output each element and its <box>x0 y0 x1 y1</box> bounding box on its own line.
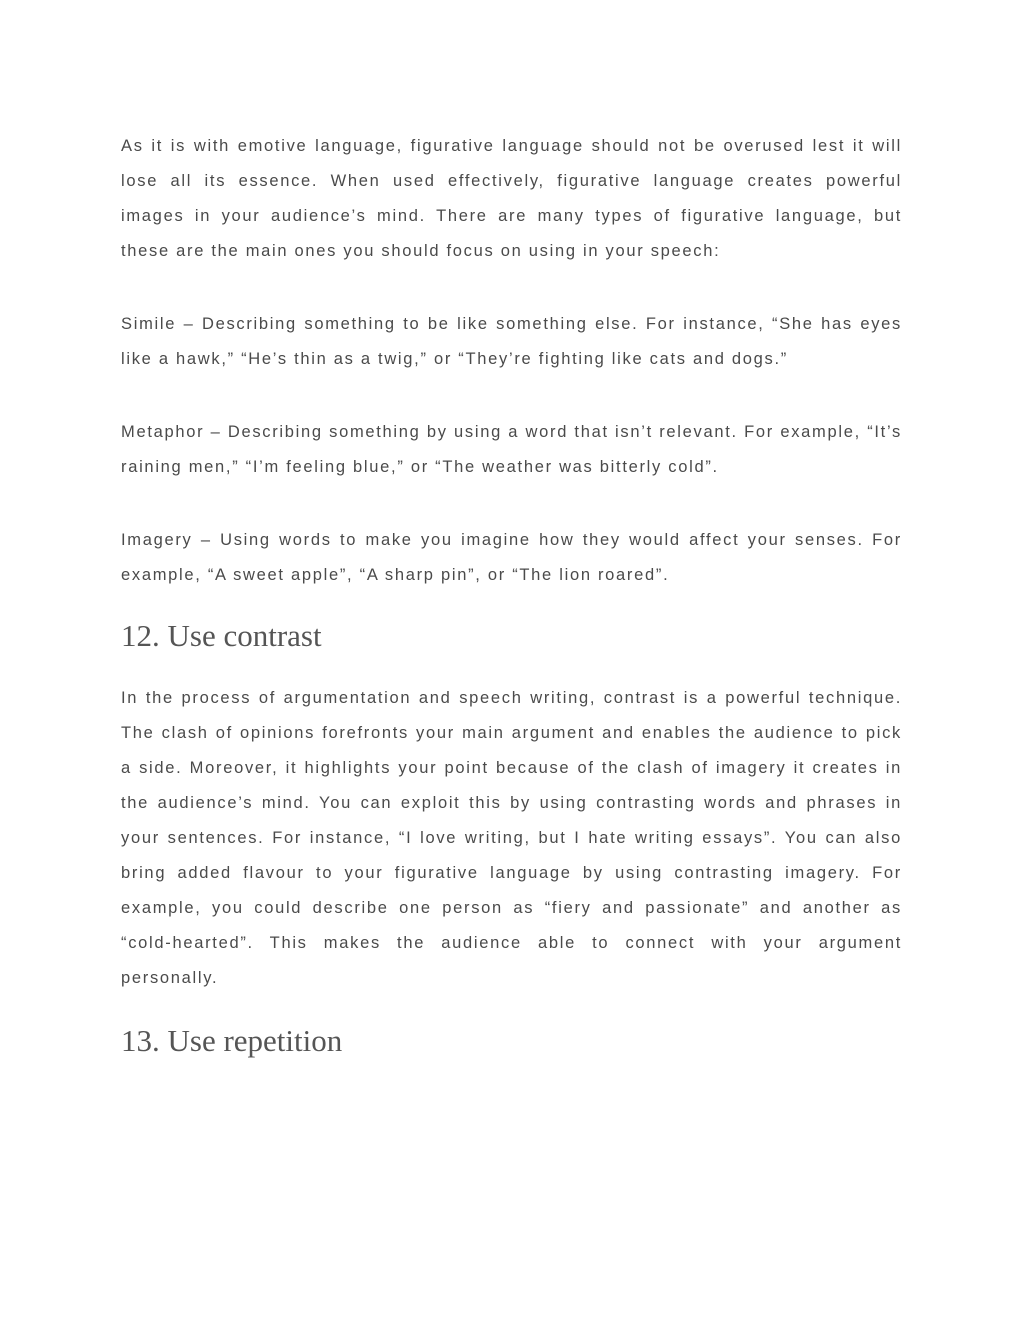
heading-use-repetition: 13. Use repetition <box>121 1023 343 1058</box>
heading-use-contrast: 12. Use contrast <box>121 618 322 653</box>
contrast-paragraph: In the process of argumentation and speech writing, contrast is a powerful technique. The clash of opinions forefronts your main argument and enables the audience to pick a side. Moreover, it highlights your point because of the clash of imagery it creates in the audience’s mind. You can exploit this by using contrasting words and phrases in your sentences. For instance, “I love writing, but I hate writing essays”. You can also bring added flavour to your figurative language by using contrasting imagery. For example, you could describe one person as “fiery and passionate” and another as “cold-hearted”. This makes the audience able to connect with your argument personally. <box>121 689 902 987</box>
imagery-paragraph: Imagery – Using words to make you imagine how they would affect your senses. For example, “A sweet apple”, “A sharp pin”, or “The lion roared”. <box>121 531 902 584</box>
intro-paragraph: As it is with emotive language, figurative language should not be overused lest it will lose all its essence. When used effectively, figurative language creates powerful images in your audience’s mind. There are many types of figurative language, but these are the main ones you should focus on using in your speech: <box>121 137 902 260</box>
document-page <box>121 129 902 1061</box>
metaphor-paragraph: Metaphor – Describing something by using a word that isn’t relevant. For example, “It’s raining men,” “I’m feeling blue,” or “The weather was bitterly cold”. <box>121 423 902 476</box>
simile-paragraph: Simile – Describing something to be like something else. For instance, “She has eyes like a hawk,” “He’s thin as a twig,” or “They’re fighting like cats and dogs.” <box>121 315 902 368</box>
